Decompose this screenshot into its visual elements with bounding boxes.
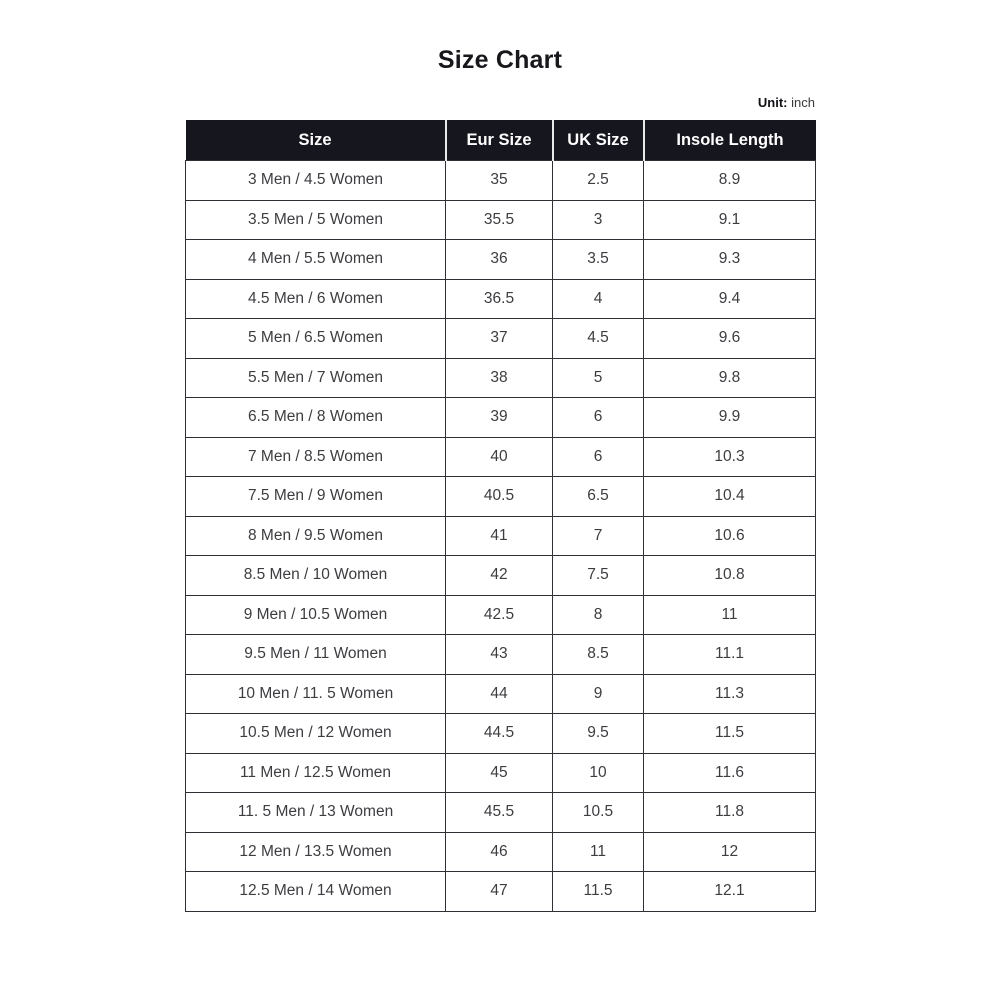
table-cell-size: 12.5 Men / 14 Women <box>186 872 446 912</box>
table-cell-eur-size: 38 <box>446 358 553 398</box>
table-row <box>186 161 816 201</box>
table-cell-insole-length: 12.1 <box>644 872 816 912</box>
table-cell-insole-length: 10.8 <box>644 556 816 596</box>
table-cell-eur-size: 41 <box>446 516 553 556</box>
table-cell-eur-size: 36 <box>446 240 553 280</box>
table-cell-size: 9.5 Men / 11 Women <box>186 635 446 675</box>
table-cell-uk-size: 9.5 <box>553 714 644 754</box>
table-cell-size: 10 Men / 11. 5 Women <box>186 674 446 714</box>
table-cell-eur-size: 39 <box>446 398 553 438</box>
table-cell-uk-size: 8 <box>553 595 644 635</box>
table-cell-eur-size: 42 <box>446 556 553 596</box>
table-row <box>186 437 816 477</box>
table-cell-insole-length: 11.8 <box>644 793 816 833</box>
table-cell-uk-size: 10 <box>553 753 644 793</box>
size-table <box>185 120 816 912</box>
table-cell-insole-length: 8.9 <box>644 161 816 201</box>
table-cell-eur-size: 36.5 <box>446 279 553 319</box>
table-cell-uk-size: 11.5 <box>553 872 644 912</box>
table-cell-uk-size: 7 <box>553 516 644 556</box>
table-row <box>186 872 816 912</box>
column-header-size: Size <box>186 120 446 161</box>
table-cell-size: 5 Men / 6.5 Women <box>186 319 446 359</box>
table-cell-eur-size: 45 <box>446 753 553 793</box>
table-cell-uk-size: 2.5 <box>553 161 644 201</box>
table-cell-size: 4.5 Men / 6 Women <box>186 279 446 319</box>
table-cell-uk-size: 9 <box>553 674 644 714</box>
table-row <box>186 279 816 319</box>
table-cell-insole-length: 11.3 <box>644 674 816 714</box>
size-chart-content <box>185 95 815 912</box>
table-cell-eur-size: 35.5 <box>446 200 553 240</box>
table-cell-uk-size: 6 <box>553 437 644 477</box>
table-cell-size: 3.5 Men / 5 Women <box>186 200 446 240</box>
table-cell-uk-size: 4 <box>553 279 644 319</box>
table-row <box>186 793 816 833</box>
table-cell-insole-length: 11.6 <box>644 753 816 793</box>
table-cell-uk-size: 6.5 <box>553 477 644 517</box>
table-cell-eur-size: 40.5 <box>446 477 553 517</box>
column-header-insole-length: Insole Length <box>644 120 816 161</box>
table-cell-eur-size: 40 <box>446 437 553 477</box>
table-cell-size: 6.5 Men / 8 Women <box>186 398 446 438</box>
table-cell-eur-size: 46 <box>446 832 553 872</box>
table-row <box>186 753 816 793</box>
table-cell-insole-length: 11.1 <box>644 635 816 675</box>
page-title: Size Chart <box>437 46 563 74</box>
table-cell-size: 7 Men / 8.5 Women <box>186 437 446 477</box>
table-cell-uk-size: 3 <box>553 200 644 240</box>
table-cell-uk-size: 7.5 <box>553 556 644 596</box>
table-cell-insole-length: 9.1 <box>644 200 816 240</box>
table-cell-eur-size: 47 <box>446 872 553 912</box>
table-cell-uk-size: 5 <box>553 358 644 398</box>
unit-line <box>185 95 815 110</box>
table-cell-size: 11. 5 Men / 13 Women <box>186 793 446 833</box>
table-cell-eur-size: 44.5 <box>446 714 553 754</box>
size-table-header <box>186 120 816 161</box>
table-row <box>186 516 816 556</box>
table-row <box>186 240 816 280</box>
table-cell-insole-length: 11.5 <box>644 714 816 754</box>
table-cell-uk-size: 3.5 <box>553 240 644 280</box>
table-cell-insole-length: 11 <box>644 595 816 635</box>
table-cell-eur-size: 45.5 <box>446 793 553 833</box>
table-row <box>186 674 816 714</box>
table-cell-insole-length: 10.4 <box>644 477 816 517</box>
table-cell-size: 3 Men / 4.5 Women <box>186 161 446 201</box>
table-cell-uk-size: 4.5 <box>553 319 644 359</box>
table-row <box>186 595 816 635</box>
table-row <box>186 358 816 398</box>
table-cell-uk-size: 6 <box>553 398 644 438</box>
table-cell-size: 10.5 Men / 12 Women <box>186 714 446 754</box>
table-cell-size: 8.5 Men / 10 Women <box>186 556 446 596</box>
table-cell-uk-size: 10.5 <box>553 793 644 833</box>
table-cell-size: 7.5 Men / 9 Women <box>186 477 446 517</box>
table-cell-insole-length: 9.8 <box>644 358 816 398</box>
unit-value: inch <box>791 95 815 110</box>
table-cell-insole-length: 9.4 <box>644 279 816 319</box>
unit-label: Unit: <box>757 95 788 110</box>
table-cell-size: 9 Men / 10.5 Women <box>186 595 446 635</box>
table-cell-insole-length: 9.3 <box>644 240 816 280</box>
table-cell-uk-size: 11 <box>553 832 644 872</box>
table-row <box>186 832 816 872</box>
table-cell-eur-size: 43 <box>446 635 553 675</box>
table-cell-eur-size: 44 <box>446 674 553 714</box>
table-cell-eur-size: 35 <box>446 161 553 201</box>
header-row <box>186 120 816 161</box>
table-cell-insole-length: 10.6 <box>644 516 816 556</box>
column-header-eur-size: Eur Size <box>446 120 553 161</box>
table-cell-size: 5.5 Men / 7 Women <box>186 358 446 398</box>
table-row <box>186 477 816 517</box>
table-cell-insole-length: 12 <box>644 832 816 872</box>
table-cell-size: 4 Men / 5.5 Women <box>186 240 446 280</box>
column-header-uk-size: UK Size <box>553 120 644 161</box>
table-cell-insole-length: 9.9 <box>644 398 816 438</box>
table-cell-uk-size: 8.5 <box>553 635 644 675</box>
table-cell-insole-length: 10.3 <box>644 437 816 477</box>
table-row <box>186 319 816 359</box>
table-row <box>186 714 816 754</box>
table-row <box>186 635 816 675</box>
table-row <box>186 200 816 240</box>
table-cell-size: 8 Men / 9.5 Women <box>186 516 446 556</box>
table-cell-eur-size: 42.5 <box>446 595 553 635</box>
table-row <box>186 556 816 596</box>
size-table-body <box>186 161 816 912</box>
table-cell-size: 12 Men / 13.5 Women <box>186 832 446 872</box>
table-row <box>186 398 816 438</box>
table-cell-insole-length: 9.6 <box>644 319 816 359</box>
table-cell-eur-size: 37 <box>446 319 553 359</box>
table-cell-size: 11 Men / 12.5 Women <box>186 753 446 793</box>
